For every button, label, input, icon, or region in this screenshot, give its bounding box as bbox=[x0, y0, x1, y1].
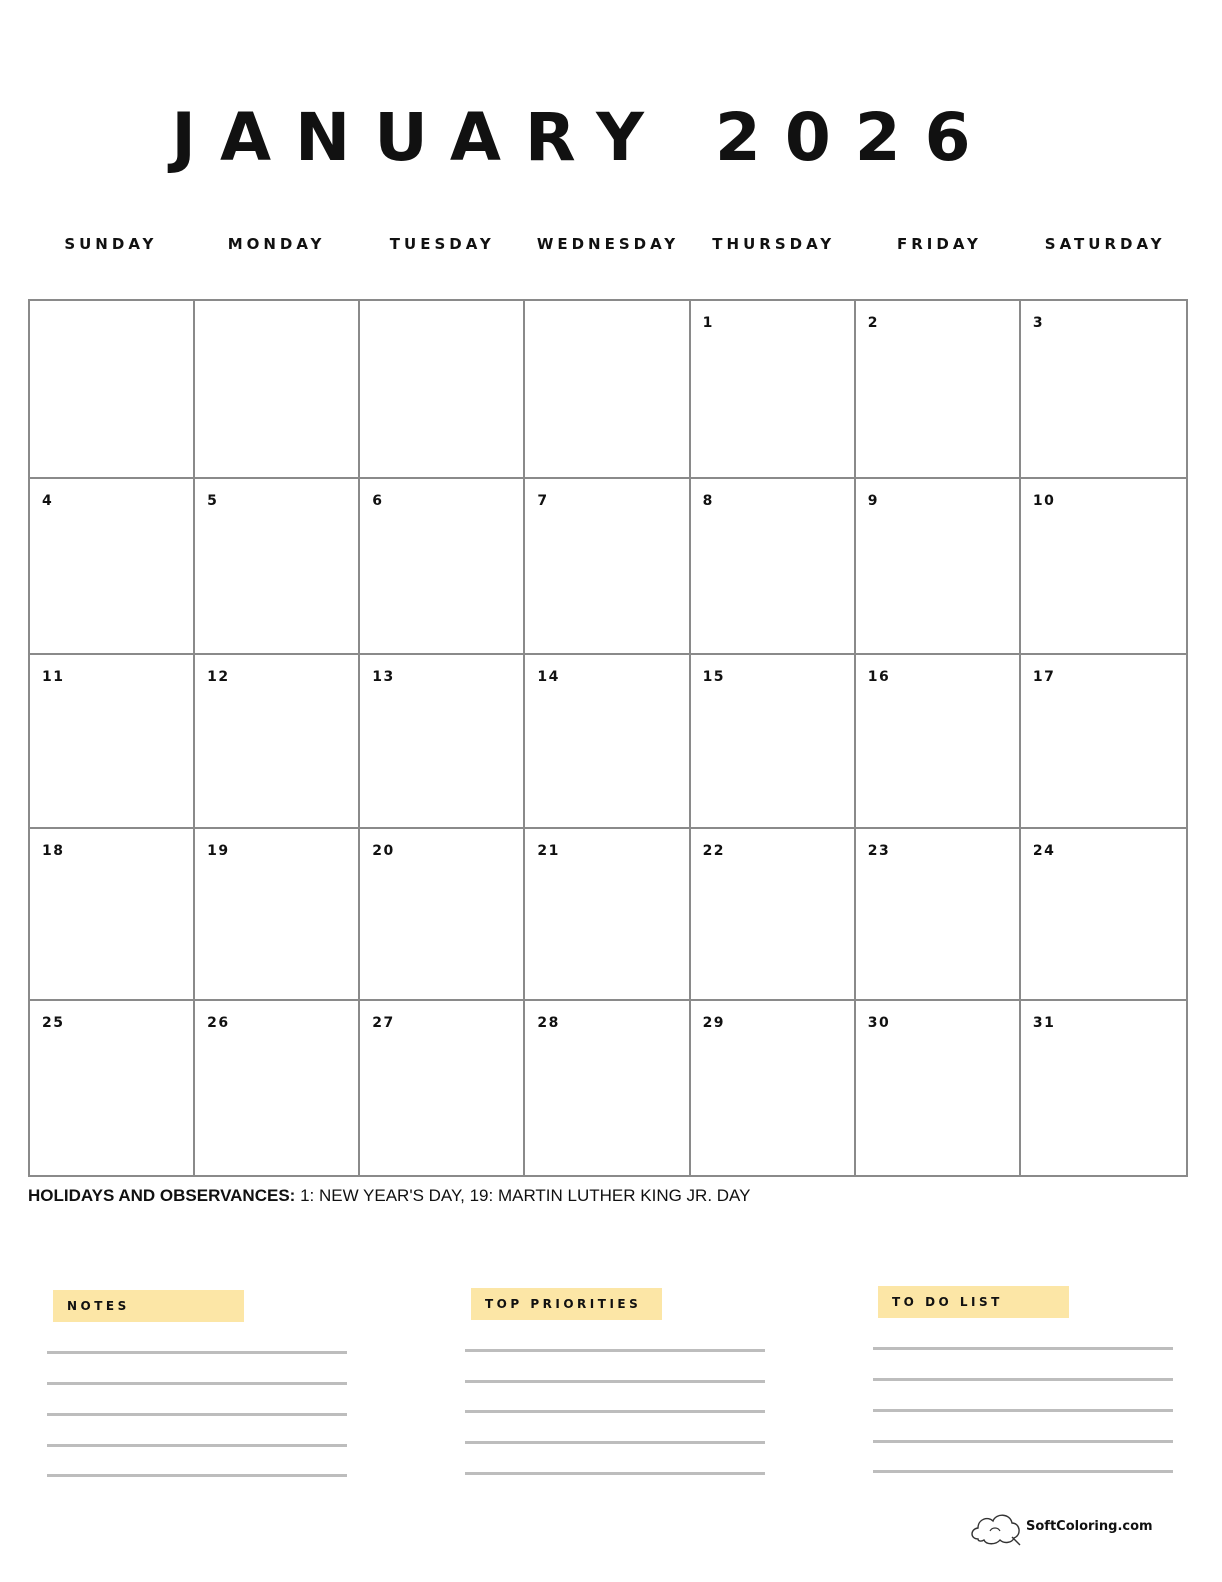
day-cell[interactable] bbox=[691, 829, 856, 1001]
day-cell[interactable] bbox=[195, 479, 360, 655]
todo-line[interactable] bbox=[873, 1470, 1173, 1473]
day-cell[interactable] bbox=[525, 829, 690, 1001]
day-cell[interactable] bbox=[525, 479, 690, 655]
notes-label: NOTES bbox=[67, 1299, 130, 1313]
day-number: 22 bbox=[702, 843, 726, 859]
day-cell[interactable] bbox=[856, 301, 1021, 479]
todo-tag bbox=[878, 1286, 1069, 1318]
todo-line[interactable] bbox=[873, 1440, 1173, 1443]
logo-text: SoftColoring.com bbox=[1026, 1519, 1153, 1534]
priorities-tag bbox=[471, 1288, 662, 1320]
day-number: 21 bbox=[537, 843, 560, 859]
day-cell[interactable] bbox=[360, 655, 525, 829]
day-number: 20 bbox=[372, 843, 395, 859]
day-cell[interactable] bbox=[360, 479, 525, 655]
day-cell[interactable] bbox=[1021, 1001, 1186, 1175]
notes-tag bbox=[53, 1290, 244, 1322]
softcoloring-logo bbox=[968, 1507, 1153, 1551]
day-number: 30 bbox=[867, 1015, 891, 1031]
empty-day-cell bbox=[30, 301, 195, 479]
notes-line[interactable] bbox=[47, 1382, 347, 1385]
weekday-wednesday: WEDNESDAY bbox=[536, 235, 680, 253]
day-number: 5 bbox=[207, 493, 219, 509]
day-cell[interactable] bbox=[30, 655, 195, 829]
day-cell[interactable] bbox=[195, 655, 360, 829]
holidays-line bbox=[28, 1186, 750, 1206]
day-number: 12 bbox=[207, 669, 230, 685]
day-number: 26 bbox=[207, 1015, 230, 1031]
day-number: 28 bbox=[537, 1015, 560, 1031]
day-cell[interactable] bbox=[360, 829, 525, 1001]
day-number: 16 bbox=[867, 669, 891, 685]
day-cell[interactable] bbox=[525, 1001, 690, 1175]
day-number: 24 bbox=[1032, 843, 1056, 859]
priorities-line[interactable] bbox=[465, 1410, 765, 1413]
weekday-header bbox=[28, 235, 1188, 259]
day-number: 23 bbox=[867, 843, 891, 859]
day-number: 3 bbox=[1032, 315, 1045, 331]
weekday-monday: MONDAY bbox=[227, 235, 326, 253]
day-number: 6 bbox=[372, 493, 384, 509]
day-number: 19 bbox=[207, 843, 230, 859]
priorities-line[interactable] bbox=[465, 1441, 765, 1444]
empty-day-cell bbox=[195, 301, 360, 479]
todo-line[interactable] bbox=[873, 1409, 1173, 1412]
day-cell[interactable] bbox=[856, 479, 1021, 655]
day-cell[interactable] bbox=[30, 479, 195, 655]
priorities-line[interactable] bbox=[465, 1380, 765, 1383]
day-cell[interactable] bbox=[1021, 479, 1186, 655]
day-cell[interactable] bbox=[856, 829, 1021, 1001]
priorities-line[interactable] bbox=[465, 1349, 765, 1352]
todo-line[interactable] bbox=[873, 1378, 1173, 1381]
holidays-label: HOLIDAYS AND OBSERVANCES: bbox=[28, 1186, 296, 1205]
day-number: 15 bbox=[702, 669, 726, 685]
day-number: 9 bbox=[867, 493, 879, 509]
weekday-tuesday: TUESDAY bbox=[389, 235, 495, 253]
calendar-grid bbox=[28, 299, 1188, 1177]
notes-line[interactable] bbox=[47, 1413, 347, 1416]
day-number: 31 bbox=[1032, 1015, 1056, 1031]
day-cell[interactable] bbox=[691, 301, 856, 479]
day-cell[interactable] bbox=[30, 829, 195, 1001]
weekday-thursday: THURSDAY bbox=[712, 235, 836, 253]
holidays-text: 1: NEW YEAR'S DAY, 19: MARTIN LUTHER KING JR. DAY bbox=[300, 1186, 751, 1205]
day-cell[interactable] bbox=[856, 655, 1021, 829]
day-cell[interactable] bbox=[195, 1001, 360, 1175]
day-number: 2 bbox=[867, 315, 879, 331]
day-cell[interactable] bbox=[691, 1001, 856, 1175]
todo-label: TO DO LIST bbox=[892, 1295, 1003, 1309]
day-number: 25 bbox=[42, 1015, 65, 1031]
day-number: 13 bbox=[372, 669, 395, 685]
day-number: 8 bbox=[702, 493, 714, 509]
day-cell[interactable] bbox=[360, 1001, 525, 1175]
weekday-saturday: SATURDAY bbox=[1044, 235, 1166, 253]
page-title: JANUARY 2026 bbox=[171, 99, 995, 176]
day-number: 11 bbox=[42, 669, 65, 685]
day-number: 14 bbox=[537, 669, 560, 685]
notes-line[interactable] bbox=[47, 1444, 347, 1447]
day-number: 4 bbox=[42, 493, 54, 509]
day-cell[interactable] bbox=[525, 655, 690, 829]
day-number: 7 bbox=[537, 493, 549, 509]
day-cell[interactable] bbox=[1021, 301, 1186, 479]
day-number: 29 bbox=[702, 1015, 726, 1031]
day-cell[interactable] bbox=[691, 655, 856, 829]
weekday-friday: FRIDAY bbox=[896, 235, 982, 253]
day-number: 27 bbox=[372, 1015, 395, 1031]
day-number: 10 bbox=[1032, 493, 1056, 509]
day-cell[interactable] bbox=[691, 479, 856, 655]
empty-day-cell bbox=[525, 301, 690, 479]
cloud-logo-icon bbox=[968, 1507, 1024, 1551]
todo-line[interactable] bbox=[873, 1347, 1173, 1350]
day-number: 18 bbox=[42, 843, 65, 859]
day-number: 17 bbox=[1032, 669, 1056, 685]
day-cell[interactable] bbox=[856, 1001, 1021, 1175]
priorities-line[interactable] bbox=[465, 1472, 765, 1475]
day-cell[interactable] bbox=[1021, 829, 1186, 1001]
day-cell[interactable] bbox=[30, 1001, 195, 1175]
notes-line[interactable] bbox=[47, 1351, 347, 1354]
priorities-label: TOP PRIORITIES bbox=[485, 1297, 642, 1311]
empty-day-cell bbox=[360, 301, 525, 479]
day-cell[interactable] bbox=[1021, 655, 1186, 829]
notes-line[interactable] bbox=[47, 1474, 347, 1477]
day-cell[interactable] bbox=[195, 829, 360, 1001]
weekday-sunday: SUNDAY bbox=[64, 235, 158, 253]
day-number: 1 bbox=[702, 315, 714, 331]
